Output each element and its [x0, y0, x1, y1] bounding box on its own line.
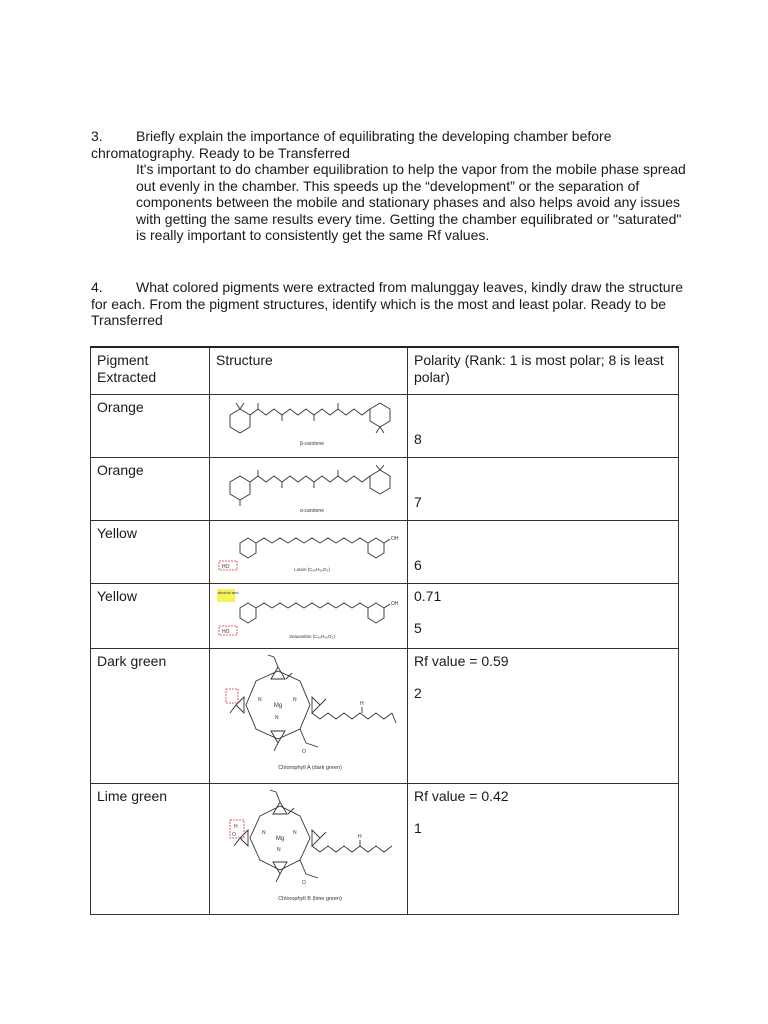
highlight-note-text: alcohol and	[218, 589, 239, 595]
structure-caption: Zeaxanthin (C₄₀H₅₆O₂)	[289, 633, 335, 639]
table-row	[91, 648, 679, 783]
hydroxyl-label: HO	[222, 563, 230, 570]
structure-cell	[210, 648, 408, 783]
question-4-number: 4.	[91, 279, 103, 295]
structure-cell	[210, 783, 408, 914]
hydrogen-label: H	[360, 700, 364, 707]
structure-cell	[210, 520, 408, 583]
header-pigment: Pigment Extracted	[91, 347, 210, 394]
polarity-rank: 8	[414, 430, 422, 447]
polarity-cell	[408, 394, 679, 457]
answer-line: out evenly in the chamber. This speeds up the “development” or the separation of	[136, 177, 640, 194]
structure-caption: β-carotene	[300, 440, 324, 447]
hydroxyl-label: OH	[391, 600, 399, 607]
polarity-rank: 7	[414, 493, 422, 510]
chlorophyll-a-structure	[216, 653, 401, 779]
oxygen-label: O	[302, 879, 306, 886]
pigment-cell: Yellow	[91, 520, 210, 583]
question-3	[91, 128, 691, 244]
question-4-text-line3: Transferred	[91, 312, 163, 328]
polarity-cell	[408, 457, 679, 520]
header-polarity: Polarity (Rank: 1 is most polar; 8 is least polar)	[408, 347, 679, 394]
polarity-rank: 1	[414, 820, 422, 836]
polarity-rank: 2	[414, 685, 422, 701]
polarity-cell	[408, 583, 679, 648]
structure-caption: Chlorophyll A (dark green)	[278, 764, 342, 771]
structure-cell	[210, 394, 408, 457]
zeaxanthin-structure	[216, 588, 401, 644]
question-4	[91, 279, 691, 329]
hydrogen-label: H	[234, 823, 238, 830]
question-4-text-line2: for each. From the pigment structures, identify which is the most and least polar. Ready to be	[91, 295, 667, 312]
nitrogen-label: N	[262, 829, 266, 836]
nitrogen-label: N	[275, 714, 279, 721]
polarity-cell	[408, 648, 679, 783]
structure-caption: Lutein (C₄₀H₅₆O₂)	[294, 566, 330, 572]
lutein-structure	[216, 525, 401, 579]
polarity-cell	[408, 783, 679, 914]
answer-line: components between the mobile and stationary phases and also helps avoid any issues	[136, 194, 681, 210]
beta-carotene-structure	[216, 399, 401, 453]
table-row	[91, 520, 679, 583]
question-4-text-line1: What colored pigments were extracted from malunggay leaves, kindly draw the structure	[136, 279, 684, 295]
pigment-table	[90, 346, 679, 915]
hydrogen-label: H	[358, 833, 362, 840]
table-row	[91, 457, 679, 520]
question-3-text-line1: Briefly explain the importance of equilibrating the developing chamber before	[136, 128, 612, 144]
nitrogen-label: N	[258, 696, 262, 703]
polarity-value: Rf value = 0.59	[414, 652, 509, 669]
oxygen-label: O	[302, 748, 306, 755]
polarity-rank: 6	[414, 556, 422, 573]
question-3-text-line2: chromatography. Ready to be Transferred	[91, 144, 350, 161]
highlight-box	[226, 689, 238, 703]
magnesium-label: Mg	[273, 702, 283, 709]
question-3-number: 3.	[91, 128, 103, 144]
table-row	[91, 783, 679, 914]
table-row	[91, 583, 679, 648]
nitrogen-label: N	[277, 846, 281, 853]
polarity-value: 0.71	[414, 587, 442, 604]
pigment-cell: Orange	[91, 394, 210, 457]
header-structure: Structure	[210, 347, 408, 394]
pigment-cell: Yellow	[91, 583, 210, 648]
structure-cell	[210, 583, 408, 648]
pigment-cell: Orange	[91, 457, 210, 520]
magnesium-label: Mg	[275, 835, 285, 842]
alpha-carotene-structure	[216, 462, 401, 516]
question-3-prompt	[91, 128, 691, 161]
chlorophyll-b-structure	[216, 788, 401, 910]
structure-cell	[210, 457, 408, 520]
answer-line: is really important to consistently get the same Rf values.	[136, 227, 490, 243]
answer-line: It's important to do chamber equilibration to help the vapor from the mobile phase spread	[136, 161, 686, 177]
nitrogen-label: N	[293, 696, 297, 703]
structure-caption: α-carotene	[299, 507, 325, 514]
polarity-value: Rf value = 0.42	[414, 787, 509, 804]
table-row	[91, 394, 679, 457]
oxygen-label: O	[232, 831, 236, 838]
polarity-rank: 5	[414, 620, 422, 636]
question-3-answer	[136, 161, 691, 244]
nitrogen-label: N	[293, 829, 297, 836]
polarity-cell	[408, 520, 679, 583]
answer-line: with getting the same results every time. Getting the chamber equilibrated or "saturated"	[136, 210, 682, 227]
pigment-cell: Dark green	[91, 648, 210, 783]
structure-caption: Chlorophyll B (lime green)	[278, 895, 342, 902]
pigment-cell: Lime green	[91, 783, 210, 914]
table-header-row	[91, 347, 679, 394]
hydroxyl-label: HO	[222, 628, 230, 635]
hydroxyl-label: OH	[391, 535, 399, 542]
